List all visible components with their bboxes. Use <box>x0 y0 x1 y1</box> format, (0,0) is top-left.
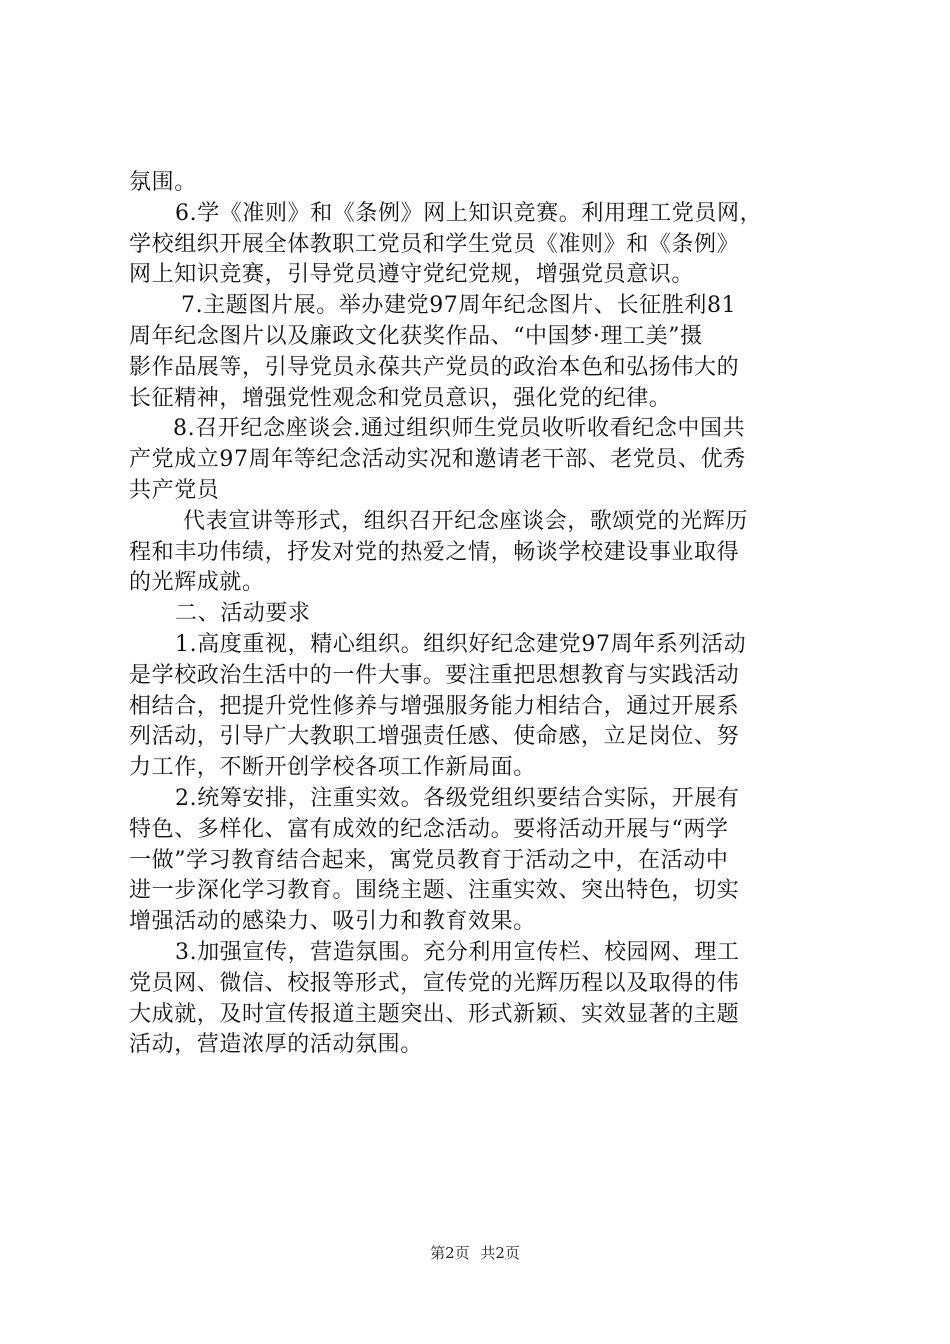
text-line: 网上知识竞赛，引导党员遵守党纪党规，增强党员意识。 <box>129 262 695 288</box>
text-line: 特色、多样化、富有成效的纪念活动。要将活动开展与“两学 <box>129 816 729 842</box>
text-line: 共产党员 <box>129 477 220 503</box>
text-line: 6.学《准则》和《条例》网上知识竞赛。利用理工党员网， <box>175 200 763 226</box>
text-line: 一做”学习教育结合起来，寓党员教育于活动之中，在活动中 <box>129 847 729 873</box>
text-line: 长征精神，增强党性观念和党员意识，强化党的纪律。 <box>129 385 672 411</box>
text-line: 氛围。 <box>129 170 197 195</box>
document-body <box>129 168 829 1061</box>
text-line: 8.召开纪念座谈会.通过组织师生党员收听收看纪念中国共 <box>173 416 746 442</box>
page-footer <box>0 1243 950 1263</box>
text-line: 列活动，引导广大教职工增强责任感、使命感，立足岗位、努 <box>129 724 740 750</box>
text-line: 周年纪念图片以及廉政文化获奖作品、“中国梦·理工美”摄 <box>129 323 703 349</box>
text-line: 党员网、微信、校报等形式，宣传党的光辉历程以及取得的伟 <box>129 970 740 996</box>
page-number: 第2页 <box>430 1244 470 1262</box>
text-line: 是学校政治生活中的一件大事。要注重把思想教育与实践活动 <box>129 662 740 688</box>
section-heading: 二、活动要求 <box>175 601 311 627</box>
text-line: 学校组织开展全体教职工党员和学生党员《准则》和《条例》 <box>129 231 740 257</box>
text-line: 程和丰功伟绩，抒发对党的热爱之情，畅谈学校建设事业取得 <box>129 539 740 565</box>
text-line: 的光辉成就。 <box>129 570 265 596</box>
text-line: 2.统筹安排，注重实效。各级党组织要结合实际，开展有 <box>175 785 740 811</box>
text-line: 力工作，不断开创学校各项工作新局面。 <box>129 755 536 781</box>
text-line: 1.高度重视，精心组织。组织好纪念建党97周年系列活动 <box>175 631 747 657</box>
text-line: 活动，营造浓厚的活动氛围。 <box>129 1032 423 1058</box>
text-line: 进一步深化学习教育。围绕主题、注重实效、突出特色，切实 <box>129 878 740 904</box>
text-line: 产党成立97周年等纪念活动实况和邀请老干部、老党员、优秀 <box>129 447 746 473</box>
text-line: 7.主题图片展。举办建党97周年纪念图片、长征胜利81 <box>181 293 737 319</box>
page-total: 共2页 <box>480 1244 520 1262</box>
text-line: 大成就，及时宣传报道主题突出、形式新颖、实效显著的主题 <box>129 1001 740 1027</box>
text-line: 增强活动的感染力、吸引力和教育效果。 <box>129 909 536 935</box>
text-line: 3.加强宣传，营造氛围。充分利用宣传栏、校园网、理工 <box>175 939 740 965</box>
text-line: 代表宣讲等形式，组织召开纪念座谈会，歌颂党的光辉历 <box>183 508 749 534</box>
text-line: 影作品展等，引导党员永葆共产党员的政治本色和弘扬伟大的 <box>129 354 740 380</box>
text-line: 相结合，把提升党性修养与增强服务能力相结合，通过开展系 <box>129 693 740 719</box>
